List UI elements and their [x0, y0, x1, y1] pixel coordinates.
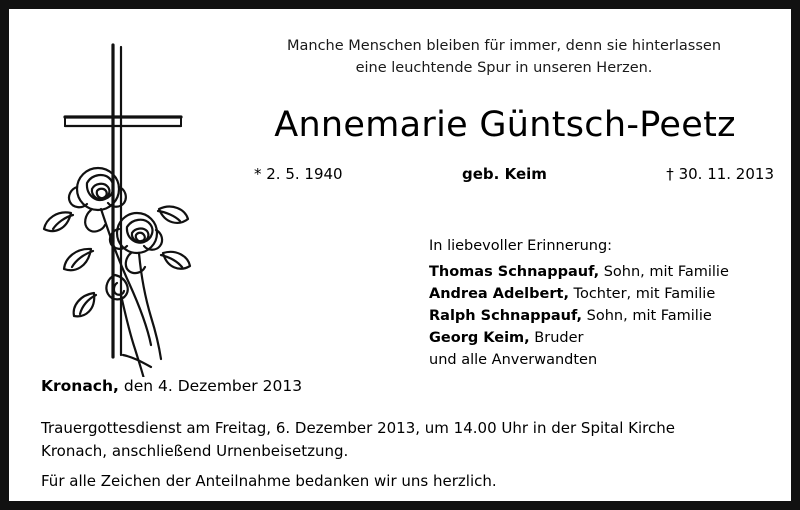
service-line-2: Kronach, anschließend Urnenbeisetzung.	[41, 442, 349, 461]
mourner-relation: Tochter, mit Familie	[568, 286, 716, 303]
list-item	[429, 261, 789, 283]
life-dates	[224, 165, 784, 183]
notice-date: den 4. Dezember 2013	[118, 377, 303, 395]
service-line-1: Trauergottesdienst am Freitag, 6. Dezember 2013, um 14.00 Uhr in der Spital Kirche	[41, 419, 675, 437]
cross-with-roses-icon	[31, 37, 216, 377]
list-item	[429, 327, 789, 349]
maiden-name: geb. Keim	[462, 165, 547, 183]
relatives-line: und alle Anverwandten	[429, 352, 598, 369]
deceased-name: Annemarie Güntsch-Peetz	[274, 105, 736, 145]
mourner-name: Andrea Adelbert,	[429, 286, 569, 303]
mourner-relation: Sohn, mit Familie	[582, 308, 712, 325]
city-name: Kronach,	[41, 377, 119, 395]
mourner-name: Ralph Schnappauf,	[429, 308, 583, 325]
service-details	[41, 417, 771, 493]
mourners-block	[429, 235, 789, 371]
mourner-relation: Sohn, mit Familie	[599, 264, 729, 281]
birth-date: * 2. 5. 1940	[254, 165, 343, 183]
mourner-list	[429, 261, 789, 371]
list-item	[429, 283, 789, 305]
list-item	[429, 305, 789, 327]
mourner-relation: Bruder	[529, 330, 584, 347]
motto-line-1: Manche Menschen bleiben für immer, denn sie hinterlassen	[286, 38, 722, 54]
motto-line-2: eine leuchtende Spur in unseren Herzen.	[355, 60, 653, 77]
death-date: † 30. 11. 2013	[666, 165, 774, 183]
obituary-inner	[9, 9, 791, 501]
memory-intro: In liebevoller Erinnerung:	[429, 238, 613, 254]
motto-text	[224, 35, 784, 80]
mourner-name: Thomas Schnappauf,	[429, 264, 600, 281]
mourner-name: Georg Keim,	[429, 330, 530, 347]
thanks-line: Für alle Zeichen der Anteilnahme bedanken wir uns herzlich.	[41, 471, 497, 490]
place-and-date	[41, 377, 302, 395]
